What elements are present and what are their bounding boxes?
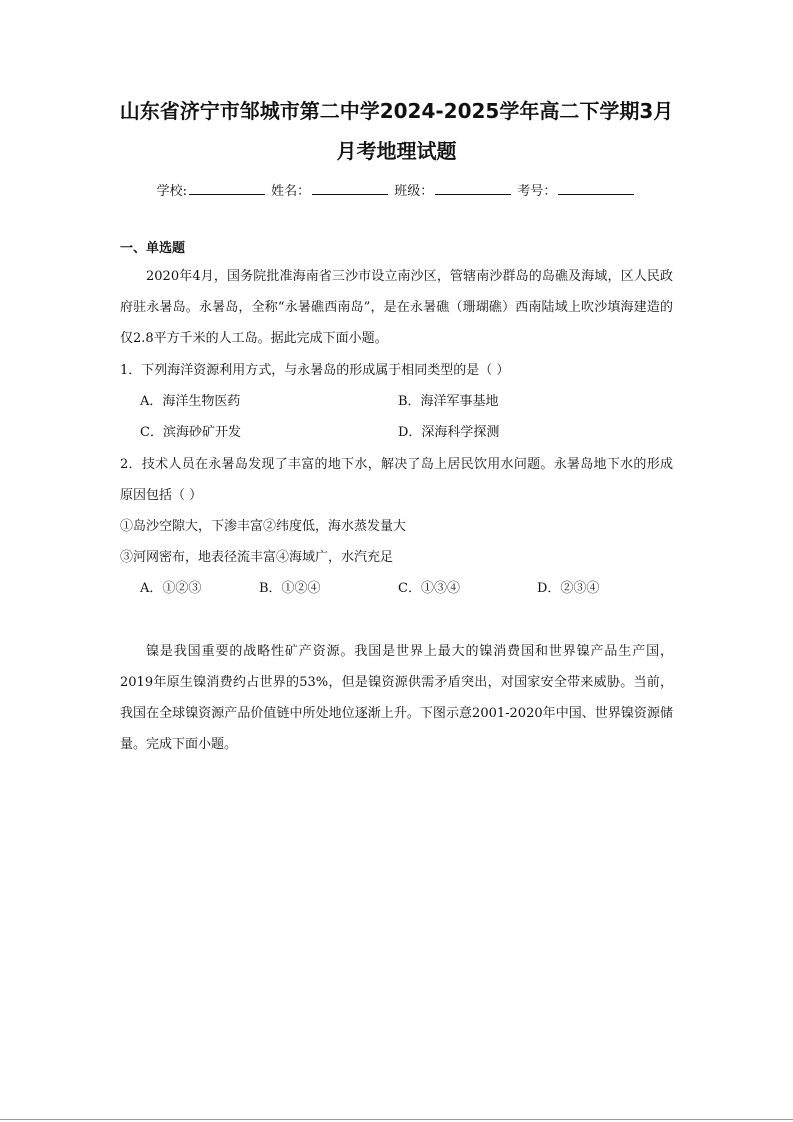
q1-option-c: C．滨海砂矿开发 <box>140 425 241 440</box>
exam-no-blank <box>558 182 634 195</box>
page-bottom-divider <box>0 1119 793 1120</box>
q2-statements-line1: ①岛沙空隙大，下渗丰富②纬度低，海水蒸发量大 <box>120 519 407 534</box>
q1-option-b: B．海洋军事基地 <box>398 394 499 409</box>
class-blank <box>435 182 511 195</box>
question-2-stem: 2．技术人员在永暑岛发现了丰富的地下水，解决了岛上居民饮用水问题。永暑岛地下水的形成原因包括（ ） <box>120 457 673 503</box>
name-blank <box>312 182 388 195</box>
q2-statements-line2: ③河网密布，地表径流丰富④海域广，水汽充足 <box>120 550 394 565</box>
class-label: 班级： <box>394 184 434 199</box>
student-info-row <box>0 182 793 201</box>
q2-option-d: D．②③④ <box>537 581 600 596</box>
school-blank <box>189 182 265 195</box>
question-1-stem: 1．下列海洋资源利用方式，与永暑岛的形成属于相同类型的是（ ） <box>120 363 510 378</box>
q2-option-a: A．①②③ <box>140 581 202 596</box>
name-label: 姓名： <box>271 184 311 199</box>
passage-1: 2020年4月，国务院批准海南省三沙市设立南沙区，管辖南沙群岛的岛礁及海域，区人民政府驻永暑岛。永暑岛，全称“永暑礁西南岛”，是在永暑礁（珊瑚礁）西南陆域上吹沙填海建造的仅2.8平方千米的人工岛。据此完成下面小题。 <box>120 269 673 346</box>
q1-option-a: A．海洋生物医药 <box>140 394 241 409</box>
q2-option-c: C．①③④ <box>398 581 460 596</box>
exam-title-line1: 山东省济宁市邹城市第二中学2024-2025学年高二下学期3月 <box>119 99 674 123</box>
section-heading: 一、单选题 <box>120 241 186 256</box>
exam-title-line2: 月考地理试题 <box>336 139 457 163</box>
q2-option-b: B．①②④ <box>259 581 321 596</box>
exam-no-label: 考号： <box>517 184 557 199</box>
passage-2: 镍是我国重要的战略性矿产资源。我国是世界上最大的镍消费国和世界镍产品生产国，2019年原生镍消费约占世界的53%，但是镍资源供需矛盾突出，对国家安全带来威胁。当前，我国在全球镍资源产品价值链中所处地位逐渐上升。下图示意2001-2020年中国、世界镍资源储量。完成下面小题。 <box>120 644 673 752</box>
q1-option-d: D．深海科学探测 <box>398 425 500 440</box>
school-label: 学校: <box>156 184 187 199</box>
